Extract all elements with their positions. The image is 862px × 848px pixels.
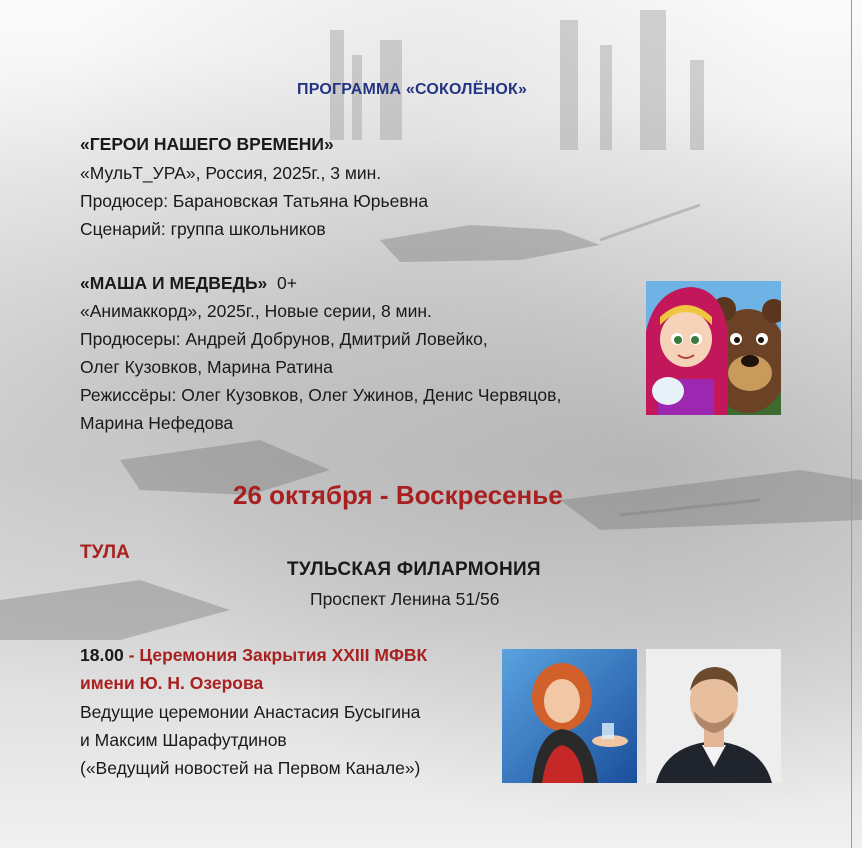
event-separator: - [123, 645, 140, 665]
masha-and-bear-image [646, 281, 781, 415]
film-2-producers: Продюсеры: Андрей Добрунов, Дмитрий Ловейко, [80, 329, 488, 349]
film-1-title: «ГЕРОИ НАШЕГО ВРЕМЕНИ» [80, 134, 334, 154]
host-photo-anastasia [502, 649, 637, 783]
film-2-studio: «Анимаккорд», 2025г., Новые серии, 8 мин. [80, 301, 432, 321]
film-2-age-rating: 0+ [277, 273, 297, 293]
event-hosts: Ведущие церемонии Анастасия Бусыгина [80, 702, 421, 722]
film-2-producers-cont: Олег Кузовков, Марина Ратина [80, 357, 333, 377]
film-1-producer: Продюсер: Барановская Татьяна Юрьевна [80, 191, 429, 211]
event-title-line2: имени Ю. Н. Озерова [80, 673, 264, 693]
event-time: 18.00 [80, 645, 124, 665]
film-1-studio: «МульТ_УРА», Россия, 2025г., 3 мин. [80, 163, 382, 183]
city-label: ТУЛА [80, 542, 130, 563]
day-date-title: 26 октября - Воскресенье [233, 480, 563, 510]
event-title-row [80, 643, 427, 667]
page-edge-line [851, 0, 852, 848]
film-1-script: Сценарий: группа школьников [80, 219, 326, 239]
event-hosts-cont: и Максим Шарафутдинов [80, 730, 287, 750]
film-2-directors: Режиссёры: Олег Кузовков, Олег Ужинов, Денис Червяцов, [80, 385, 562, 405]
event-hosts-note: («Ведущий новостей на Первом Канале») [80, 758, 421, 778]
venue-address: Проспект Ленина 51/56 [310, 589, 500, 609]
film-2-directors-cont: Марина Нефедова [80, 413, 234, 433]
program-title: ПРОГРАММА «СОКОЛЁНОК» [297, 81, 528, 98]
film-2-title-row [80, 271, 297, 295]
host-photo-maxim [646, 649, 781, 783]
film-2-title: «МАША И МЕДВЕДЬ» [80, 273, 268, 293]
venue-name: ТУЛЬСКАЯ ФИЛАРМОНИЯ [287, 559, 541, 580]
event-title: Церемония Закрытия XXIII МФВК [139, 645, 428, 665]
